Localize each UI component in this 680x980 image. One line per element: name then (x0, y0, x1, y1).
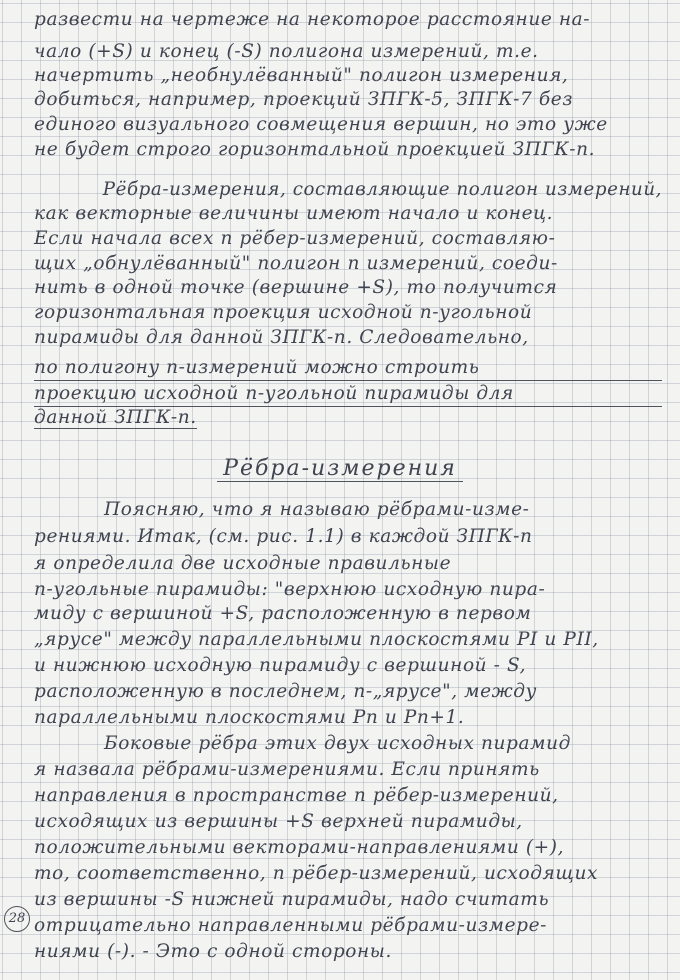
text-line: Поясняю, что я называю рёбрами-изме- (104, 499, 530, 520)
text-line: щих „обнулёванный" полигон п измерений, соеди- (34, 253, 558, 274)
text-line: чало (+S) и конец (-S) полигона измерений, т.е. (34, 41, 539, 62)
text-line: положительными векторами-направлениями (+), (34, 837, 565, 858)
text-line: „ярусе" между параллельными плоскостями PI и PII, (34, 629, 599, 650)
text-line: Если начала всех п рёбер-измерений, составляю- (34, 228, 556, 249)
text-line: п-угольные пирамиды: "верхнюю исходную пира- (34, 579, 546, 600)
text-line: нить в одной точке (вершине +S), то получится (34, 277, 558, 298)
text-line: как векторные величины имеют начало и конец. (34, 203, 554, 224)
text-line: и нижнюю исходную пирамиду с вершиной - S, (34, 655, 527, 676)
text-line: направления в пространстве п рёбер-измерений, (34, 785, 559, 806)
text-line: добиться, например, проекций ЗПГК-5, ЗПГК-7 без (34, 89, 574, 110)
underlined-line: по полигону п-измерений можно строить (34, 356, 662, 381)
text-line: пирамиды для данной ЗПГК-п. Следовательно, (34, 327, 529, 348)
text-line: рениями. Итак, (см. рис. 1.1) в каждой ЗПГК-п (34, 526, 533, 547)
heading-text: Рёбра-измерения (217, 456, 463, 482)
text-line: я определила две исходные правильные (34, 553, 452, 574)
text-line: то, соответственно, п рёбер-измерений, исходящих (34, 863, 599, 884)
text-line: параллельными плоскостями Pп и Pп+1. (34, 707, 465, 728)
underlined-line: проекцию исходной п-угольной пирамиды для (34, 382, 662, 407)
text-line: горизонтальная проекция исходной п-угольной (34, 302, 533, 323)
text-line: Рёбра-измерения, составляющие полигон измерений, (102, 179, 662, 200)
text-line: исходящих из вершины +S верхней пирамиды, (34, 811, 523, 832)
text-line: отрицательно направленными рёбрами-измере- (34, 915, 547, 936)
text-line: миду с вершиной +S, расположенную в первом (34, 603, 532, 624)
text-line: развести на чертеже на некоторое расстояние на- (34, 9, 591, 30)
section-heading (0, 456, 680, 481)
text-line: ниями (-). - Это с одной стороны. (34, 941, 392, 962)
text-line: Боковые рёбра этих двух исходных пирамид (104, 733, 571, 754)
text-line: не будет строго горизонтальной проекцией ЗПГК-п. (34, 139, 596, 160)
text-line: начертить „необнулёванный" полигон измерения, (34, 65, 569, 86)
text-line: из вершины -S нижней пирамиды, надо считать (34, 889, 550, 910)
text-line: я назвала рёбрами-измерениями. Если принять (34, 759, 540, 780)
text-line: единого визуального совмещения вершин, но это уже (34, 114, 608, 135)
underlined-line (34, 406, 197, 430)
text-line: расположенную в последнем, п-„ярусе", между (34, 681, 537, 702)
text-fragment: данной ЗПГК-п. (34, 407, 197, 428)
page-number: 28 (4, 906, 30, 932)
